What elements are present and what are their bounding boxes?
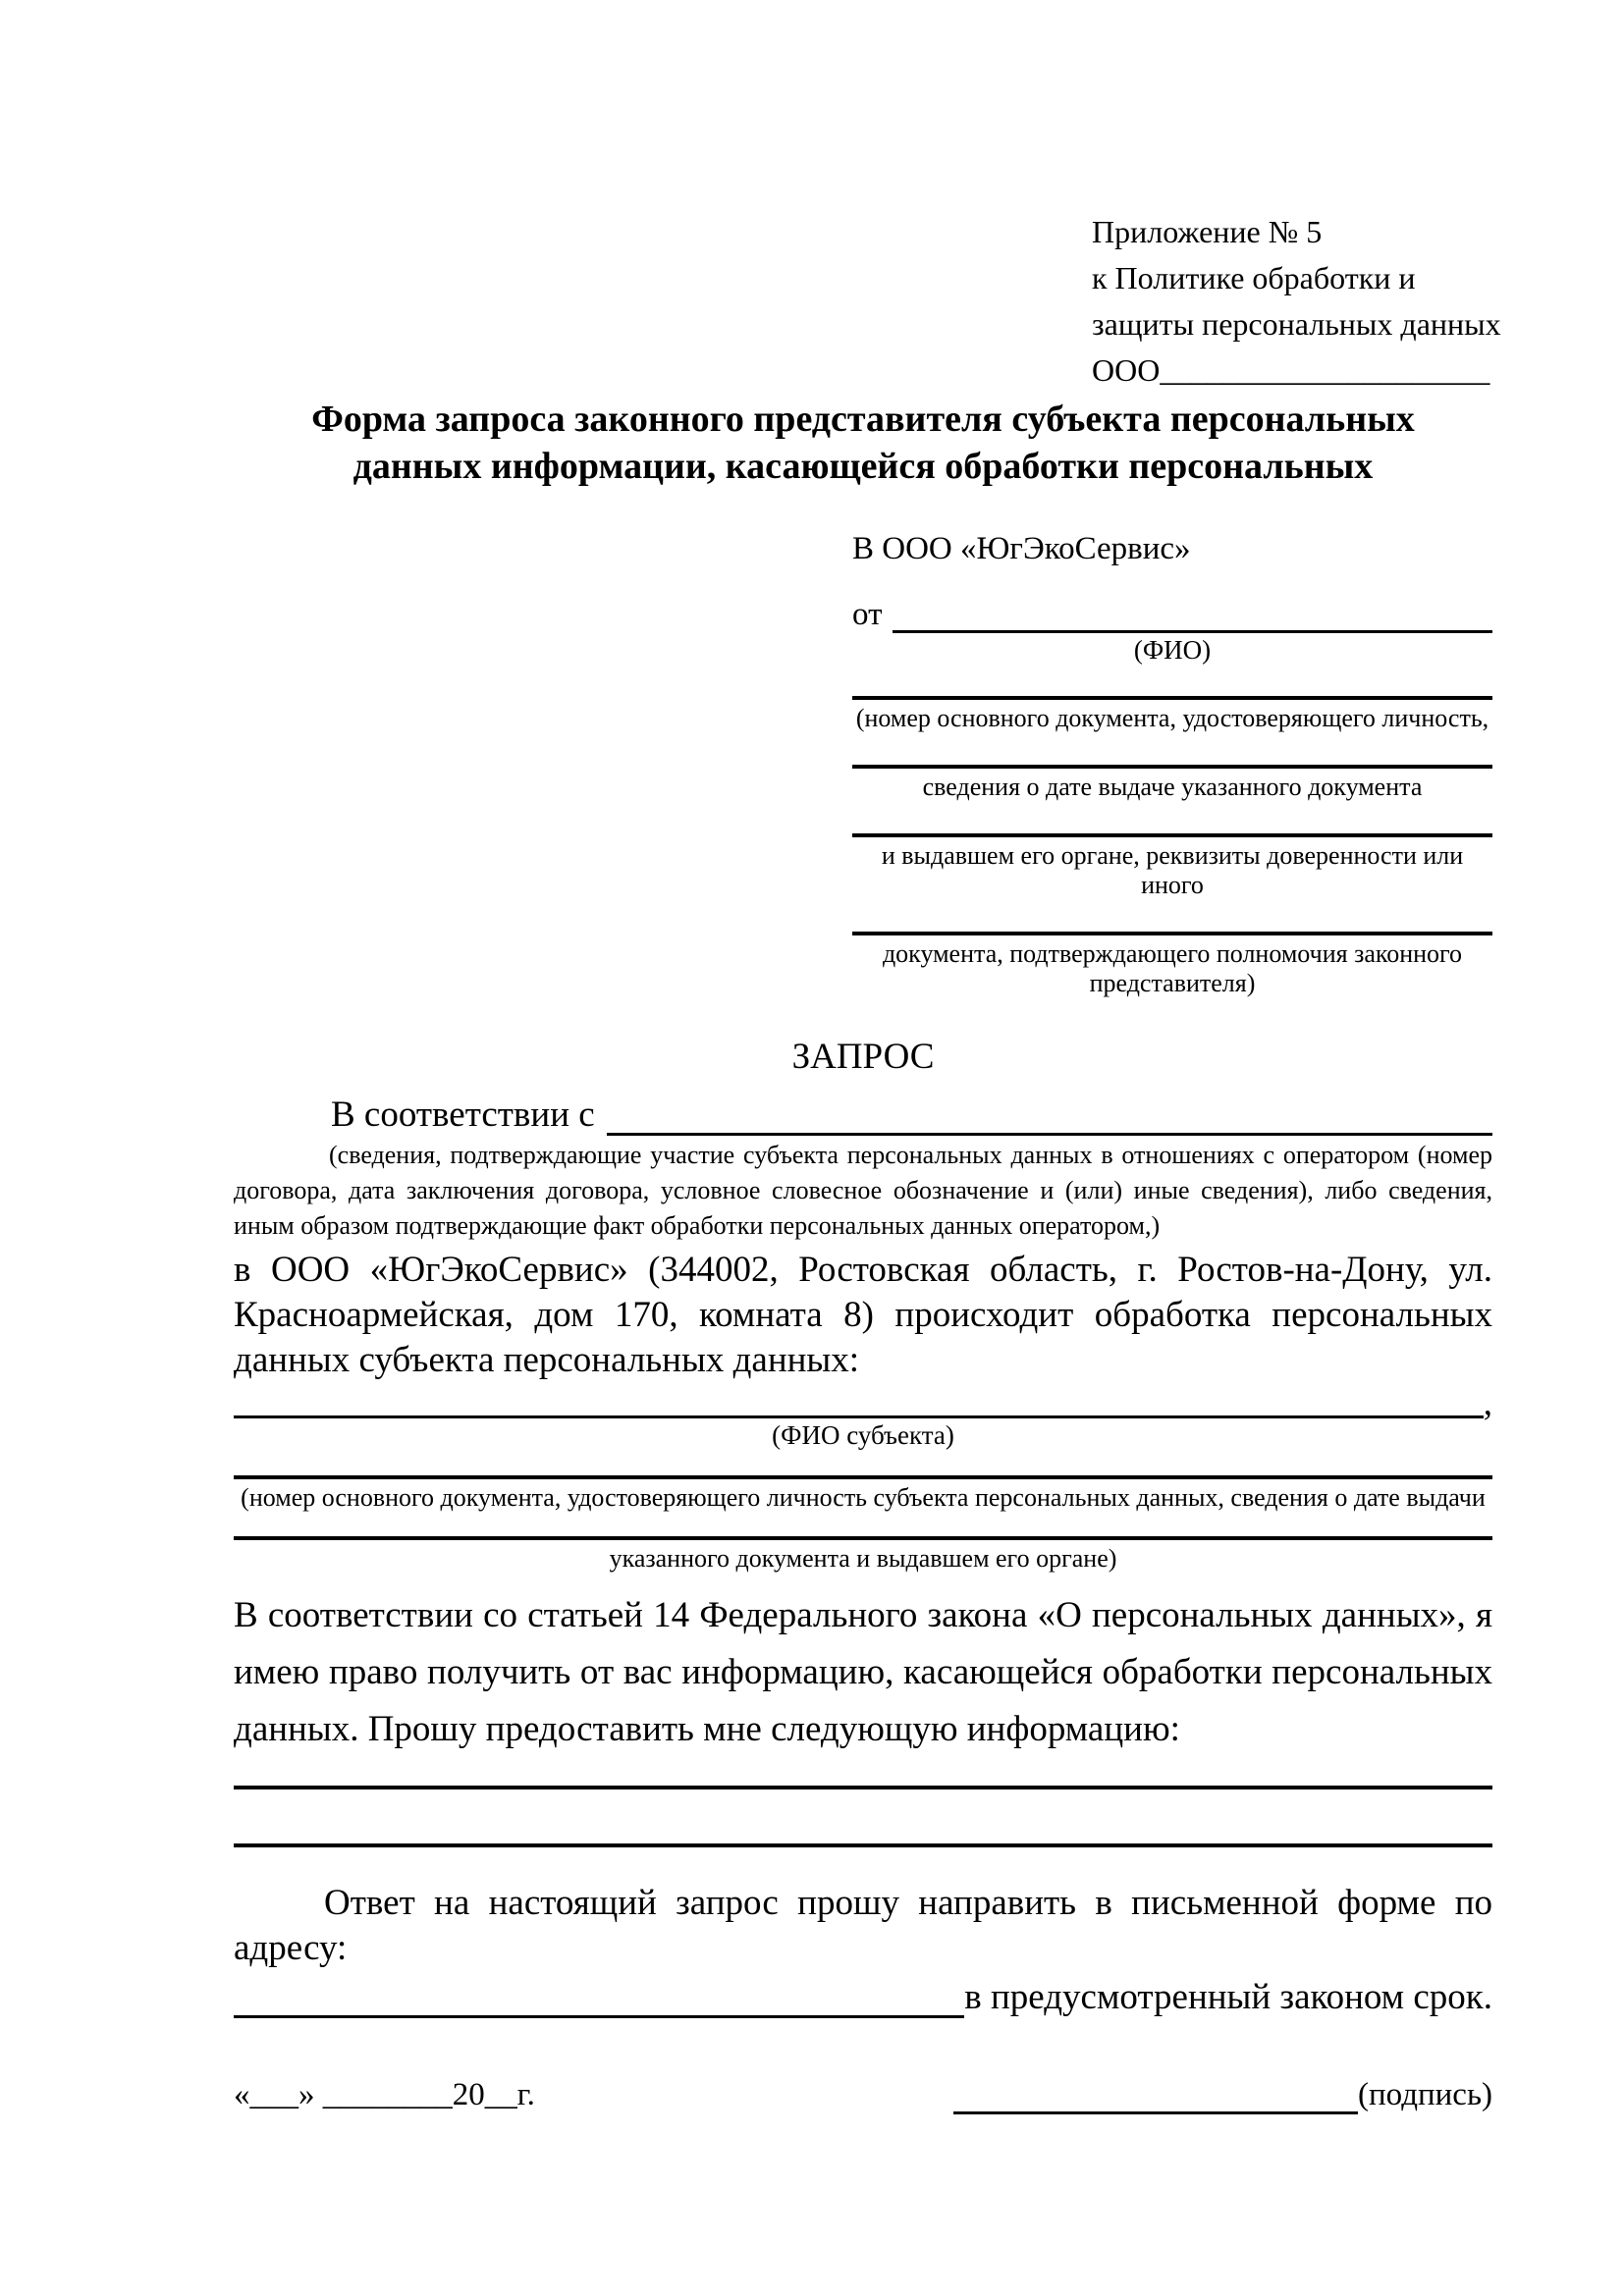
subject-fio-field-line bbox=[234, 1388, 1484, 1418]
request-heading: ЗАПРОС bbox=[791, 1037, 935, 1077]
reply-paragraph: Ответ на настоящий запрос прошу направить в письменной форме по адресу: bbox=[234, 1883, 1492, 1968]
signature-caption: (подпись) bbox=[1358, 2077, 1492, 2112]
appendix-line-3: защиты персональных данных bbox=[1092, 306, 1501, 342]
representative-doc-field-4 bbox=[852, 932, 1492, 998]
representative-doc-field-1 bbox=[852, 696, 1492, 733]
addressee-block bbox=[852, 529, 1492, 998]
document-title bbox=[234, 396, 1492, 490]
trailing-comma: , bbox=[1483, 1383, 1492, 1423]
operator-paragraph: в ООО «ЮгЭкоСервис» (344002, Ростовская область, г. Ростов-на-Дону, ул. Красноармейская, дом 170, комната 8) происходит обработка персональных данных субъекта персональных данных: bbox=[234, 1250, 1492, 1380]
representative-name-field-line bbox=[893, 595, 1493, 633]
date-line: «___» ________20__г. bbox=[234, 2077, 535, 2112]
field-line bbox=[852, 833, 1492, 837]
addressee-company: В ООО «ЮгЭкоСервис» bbox=[852, 531, 1191, 566]
field-caption: сведения о дате выдаче указанного документа bbox=[922, 773, 1423, 801]
field-line bbox=[852, 696, 1492, 700]
appendix-company-line: ООО_____________________ bbox=[1092, 352, 1490, 388]
from-label: от bbox=[852, 597, 883, 632]
appendix-note bbox=[1092, 209, 1501, 394]
subject-fio-caption: (ФИО субъекта) bbox=[772, 1420, 954, 1450]
law-paragraph: В соответствии со статьей 14 Федерального закона «О персональных данных», я имею право получить от вас информацию, касающейся обработки персональных данных. Прошу предоставить мне следующую информацию: bbox=[234, 1595, 1492, 1749]
subject-doc-field-line-1 bbox=[234, 1475, 1492, 1479]
accordance-field-line bbox=[607, 1095, 1492, 1136]
field-caption: документа, подтверждающего полномочия законного представителя) bbox=[882, 939, 1463, 997]
representative-doc-field-2 bbox=[852, 765, 1492, 802]
from-row bbox=[852, 594, 1492, 633]
requested-info-field-line-1 bbox=[234, 1786, 1492, 1789]
subject-doc-caption-1: (номер основного документа, удостоверяющего личность субъекта персональных данных, сведения о дате выдачи bbox=[241, 1483, 1486, 1512]
signature-cell bbox=[953, 2075, 1492, 2114]
accordance-note: (сведения, подтверждающие участие субъекта персональных данных в отношениях с оператором (номер договора, дата заключения договора, условное словесное обозначение и (или) иные сведения), либо сведения, иным образом подтверждающие факт обработки персональных данных оператором,) bbox=[234, 1141, 1492, 1240]
signature-field-line bbox=[953, 2078, 1358, 2114]
subject-doc-field-line-2 bbox=[234, 1536, 1492, 1540]
accordance-label: В соответствии с bbox=[331, 1095, 595, 1135]
requested-info-field-line-2 bbox=[234, 1843, 1492, 1847]
field-caption: и выдавшем его органе, реквизиты доверенности или иного bbox=[881, 841, 1464, 899]
field-line bbox=[852, 765, 1492, 769]
representative-doc-field-3 bbox=[852, 833, 1492, 900]
accordance-row bbox=[234, 1093, 1492, 1136]
subject-fio-row bbox=[234, 1383, 1492, 1423]
reply-address-field-line bbox=[234, 1978, 964, 2018]
appendix-line-1: Приложение № 5 bbox=[1092, 214, 1323, 249]
field-caption: (номер основного документа, удостоверяющего личность, bbox=[855, 704, 1489, 732]
document-title-line-1: Форма запроса законного представителя субъекта персональных bbox=[311, 399, 1415, 440]
reply-tail: в предусмотренный законом срок. bbox=[964, 1977, 1492, 2017]
field-line bbox=[852, 932, 1492, 935]
subject-doc-caption-2: указанного документа и выдавшем его органе) bbox=[609, 1544, 1117, 1573]
date-signature-row bbox=[234, 2075, 1492, 2114]
fio-caption: (ФИО) bbox=[1133, 635, 1212, 665]
document-title-line-2: данных информации, касающейся обработки персональных bbox=[352, 446, 1374, 487]
appendix-line-2: к Политике обработки и bbox=[1092, 260, 1416, 295]
reply-address-row bbox=[234, 1975, 1492, 2018]
